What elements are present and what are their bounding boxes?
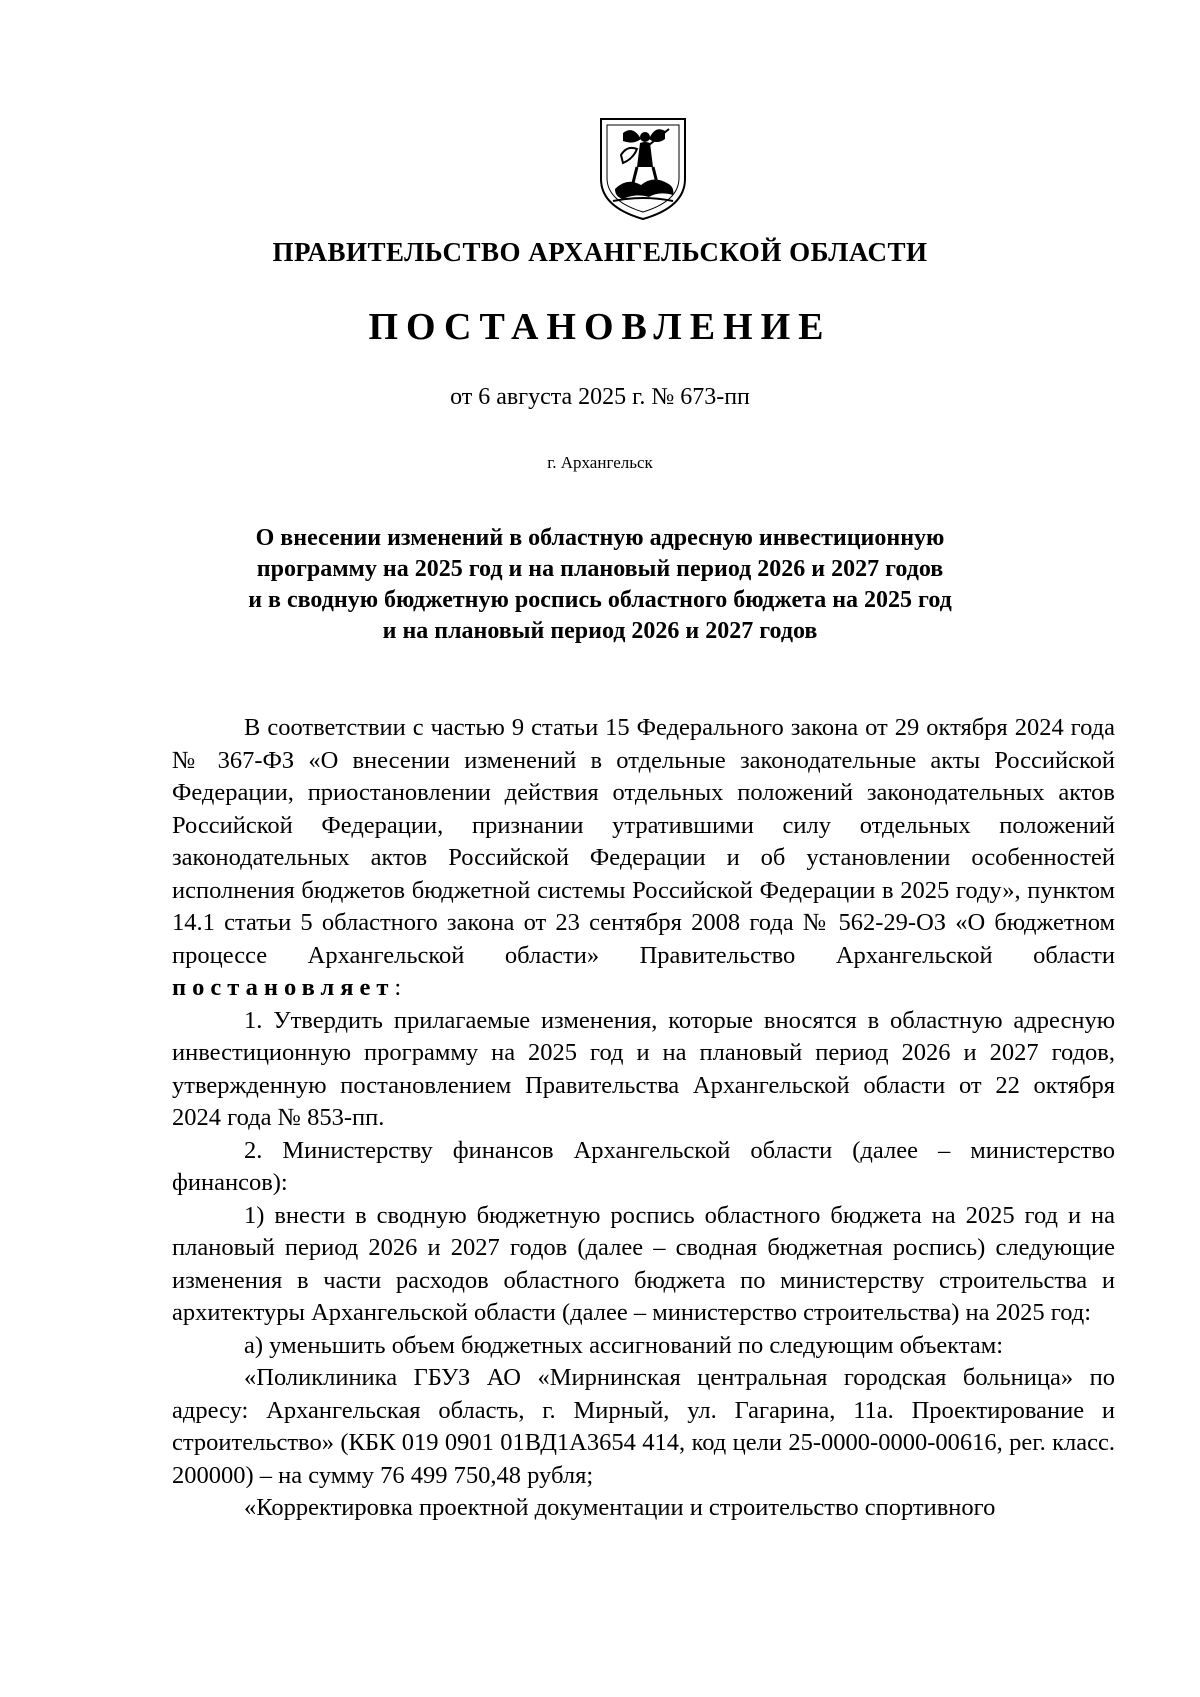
title-line: программу на 2025 год и на плановый период 2026 и 2027 годов <box>256 556 944 582</box>
coat-of-arms-emblem <box>593 115 693 223</box>
preamble-text: В соответствии с частью 9 статьи 15 Федерального закона от 29 октября 2024 года № 367-ФЗ «О внесении изменений в отдельные законодательные акты Российской Федерации, приостановлении действия отдельных положений законодательных актов Российской Федерации, признании утратившими силу отдельных положений законодательных актов Российской Федерации и об установлении особенностей исполнения бюджетов бюджетной системы Российской Федерации в 2025 году», пунктом 14.1 статьи 5 областного закона от 23 сентября 2008 года № 562-29-ОЗ «О бюджетном процессе Архангельской области» Правительство Архангельской области <box>172 714 1115 969</box>
paragraph-item-2: 2. Министерству финансов Архангельской области (далее – министерство финансов): <box>172 1136 1115 1196</box>
date-and-number: от 6 августа 2025 г. № 673-пп <box>450 384 750 410</box>
organization-name: ПРАВИТЕЛЬСТВО АРХАНГЕЛЬСКОЙ ОБЛАСТИ <box>272 237 928 267</box>
preamble-paragraph <box>172 712 1115 1005</box>
paragraph-object-2: «Корректировка проектной документации и строительство спортивного <box>244 1494 996 1521</box>
document-body <box>172 712 1115 1525</box>
paragraph-subitem-1: 1) внести в сводную бюджетную роспись областного бюджета на 2025 год и на плановый период 2026 и 2027 годов (далее – сводная бюджетная роспись) следующие изменения в части расходов областного бюджета по министерству строительства и архитектуры Архангельской области (далее – министерство строительства) на 2025 год: <box>172 1201 1115 1326</box>
paragraph-object-1: «Поликлиника ГБУЗ АО «Мирнинская центральная городская больница» по адресу: Архангельская область, г. Мирный, ул. Гагарина, 11а. Проектирование и строительство» (КБК 019 0901 01ВД1А3654 414, код цели 25-0000-0000-00616, рег. класс. 200000) – на сумму 76 499 750,48 рубля; <box>172 1364 1115 1489</box>
title-line: и в сводную бюджетную роспись областного бюджета на 2025 год <box>248 587 952 613</box>
paragraph-subitem-a: а) уменьшить объем бюджетных ассигнований по следующим объектам: <box>244 1331 1004 1359</box>
document-title <box>150 523 1050 647</box>
title-line: и на плановый период 2026 и 2027 годов <box>382 618 818 644</box>
resolution-verb: постановляет <box>172 974 395 1001</box>
paragraph-item-1: 1. Утвердить прилагаемые изменения, которые вносятся в областную адресную инвестиционную программу на 2025 год и на плановый период 2026 и 2027 годов, утвержденную постановлением Правительства Архангельской области от 22 октября 2024 года № 853-пп. <box>172 1006 1115 1131</box>
document-type: ПОСТАНОВЛЕНИЕ <box>368 306 832 348</box>
city: г. Архангельск <box>547 453 653 472</box>
title-line: О внесении изменений в областную адресную инвестиционную <box>255 525 945 551</box>
preamble-end: : <box>394 974 402 1001</box>
